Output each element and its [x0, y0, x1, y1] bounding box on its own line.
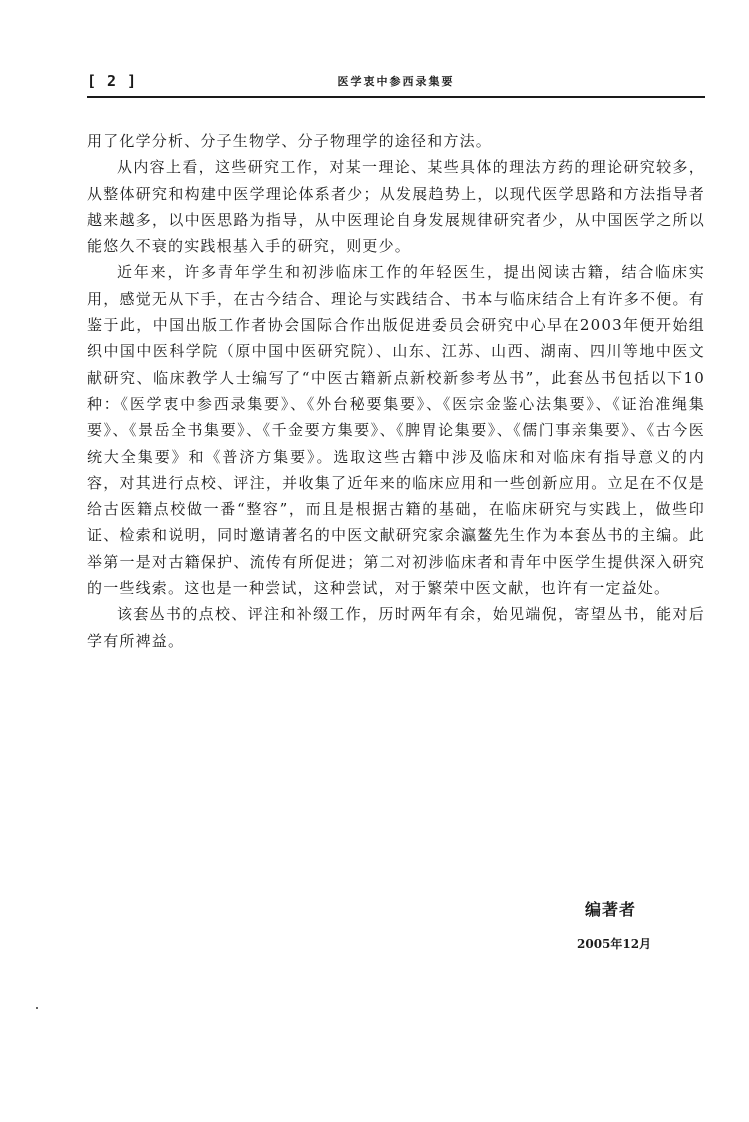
body-text [87, 128, 705, 654]
signature-date: 2005年12月 [577, 937, 652, 951]
paragraph-continuation: 用了化学分析、分子生物学、分子物理学的途径和方法。 [87, 132, 493, 150]
paragraph: 该套丛书的点校、评注和补缀工作，历时两年有余，始见端倪，寄望丛书，能对后学有所裨益。 [87, 605, 705, 650]
page-number: [ 2 ] [87, 72, 138, 90]
signature-author: 编著者 [585, 900, 637, 919]
paragraph: 从内容上看，这些研究工作，对某一理论、某些具体的理法方药的理论研究较多，从整体研究和构建中医学理论体系者少；从发展趋势上，以现代医学思路和方法指导者越来越多，以中医思路为指导，从中医理论自身发展规律研究者少，从中国医学之所以能悠久不衰的实践根基入手的研究，则更少。 [87, 158, 705, 256]
paragraph: 近年来，许多青年学生和初涉临床工作的年轻医生，提出阅读古籍，结合临床实用，感觉无从下手，在古今结合、理论与实践结合、书本与临床结合上有许多不便。有鉴于此，中国出版工作者协会国际合作出版促进委员会研究中心早在2003年便开始组织中国中医科学院（原中国中医研究院）、山东、江苏、山西、湖南、四川等地中医文献研究、临床教学人士编写了“中医古籍新点新校新参考丛书”，此套丛书包括以下10种：《医学衷中参西录集要》、《外台秘要集要》、《医宗金鉴心法集要》、《证治准绳集要》、《景岳全书集要》、《千金要方集要》、《脾胃论集要》、《儒门事亲集要》、《古今医统大全集要》和《普济方集要》。选取这些古籍中涉及临床和对临床有指导意义的内容，对其进行点校、评注，并收集了近年来的临床应用和一些创新应用。立足在不仅是给古医籍点校做一番“整容”，而且是根据古籍的基础，在临床研究与实践上，做些印证、检索和说明，同时邀请著名的中医文献研究家余瀛鳌先生作为本套丛书的主编。此举第一是对古籍保护、流传有所促进；第二对初涉临床者和青年中医学生提供深入研究的一些线索。这也是一种尝试，这种尝试，对于繁荣中医文献，也许有一定益处。 [87, 263, 705, 598]
scan-speck [36, 1007, 38, 1009]
running-title: 医学衷中参西录集要 [337, 75, 455, 88]
header-rule [87, 96, 705, 98]
